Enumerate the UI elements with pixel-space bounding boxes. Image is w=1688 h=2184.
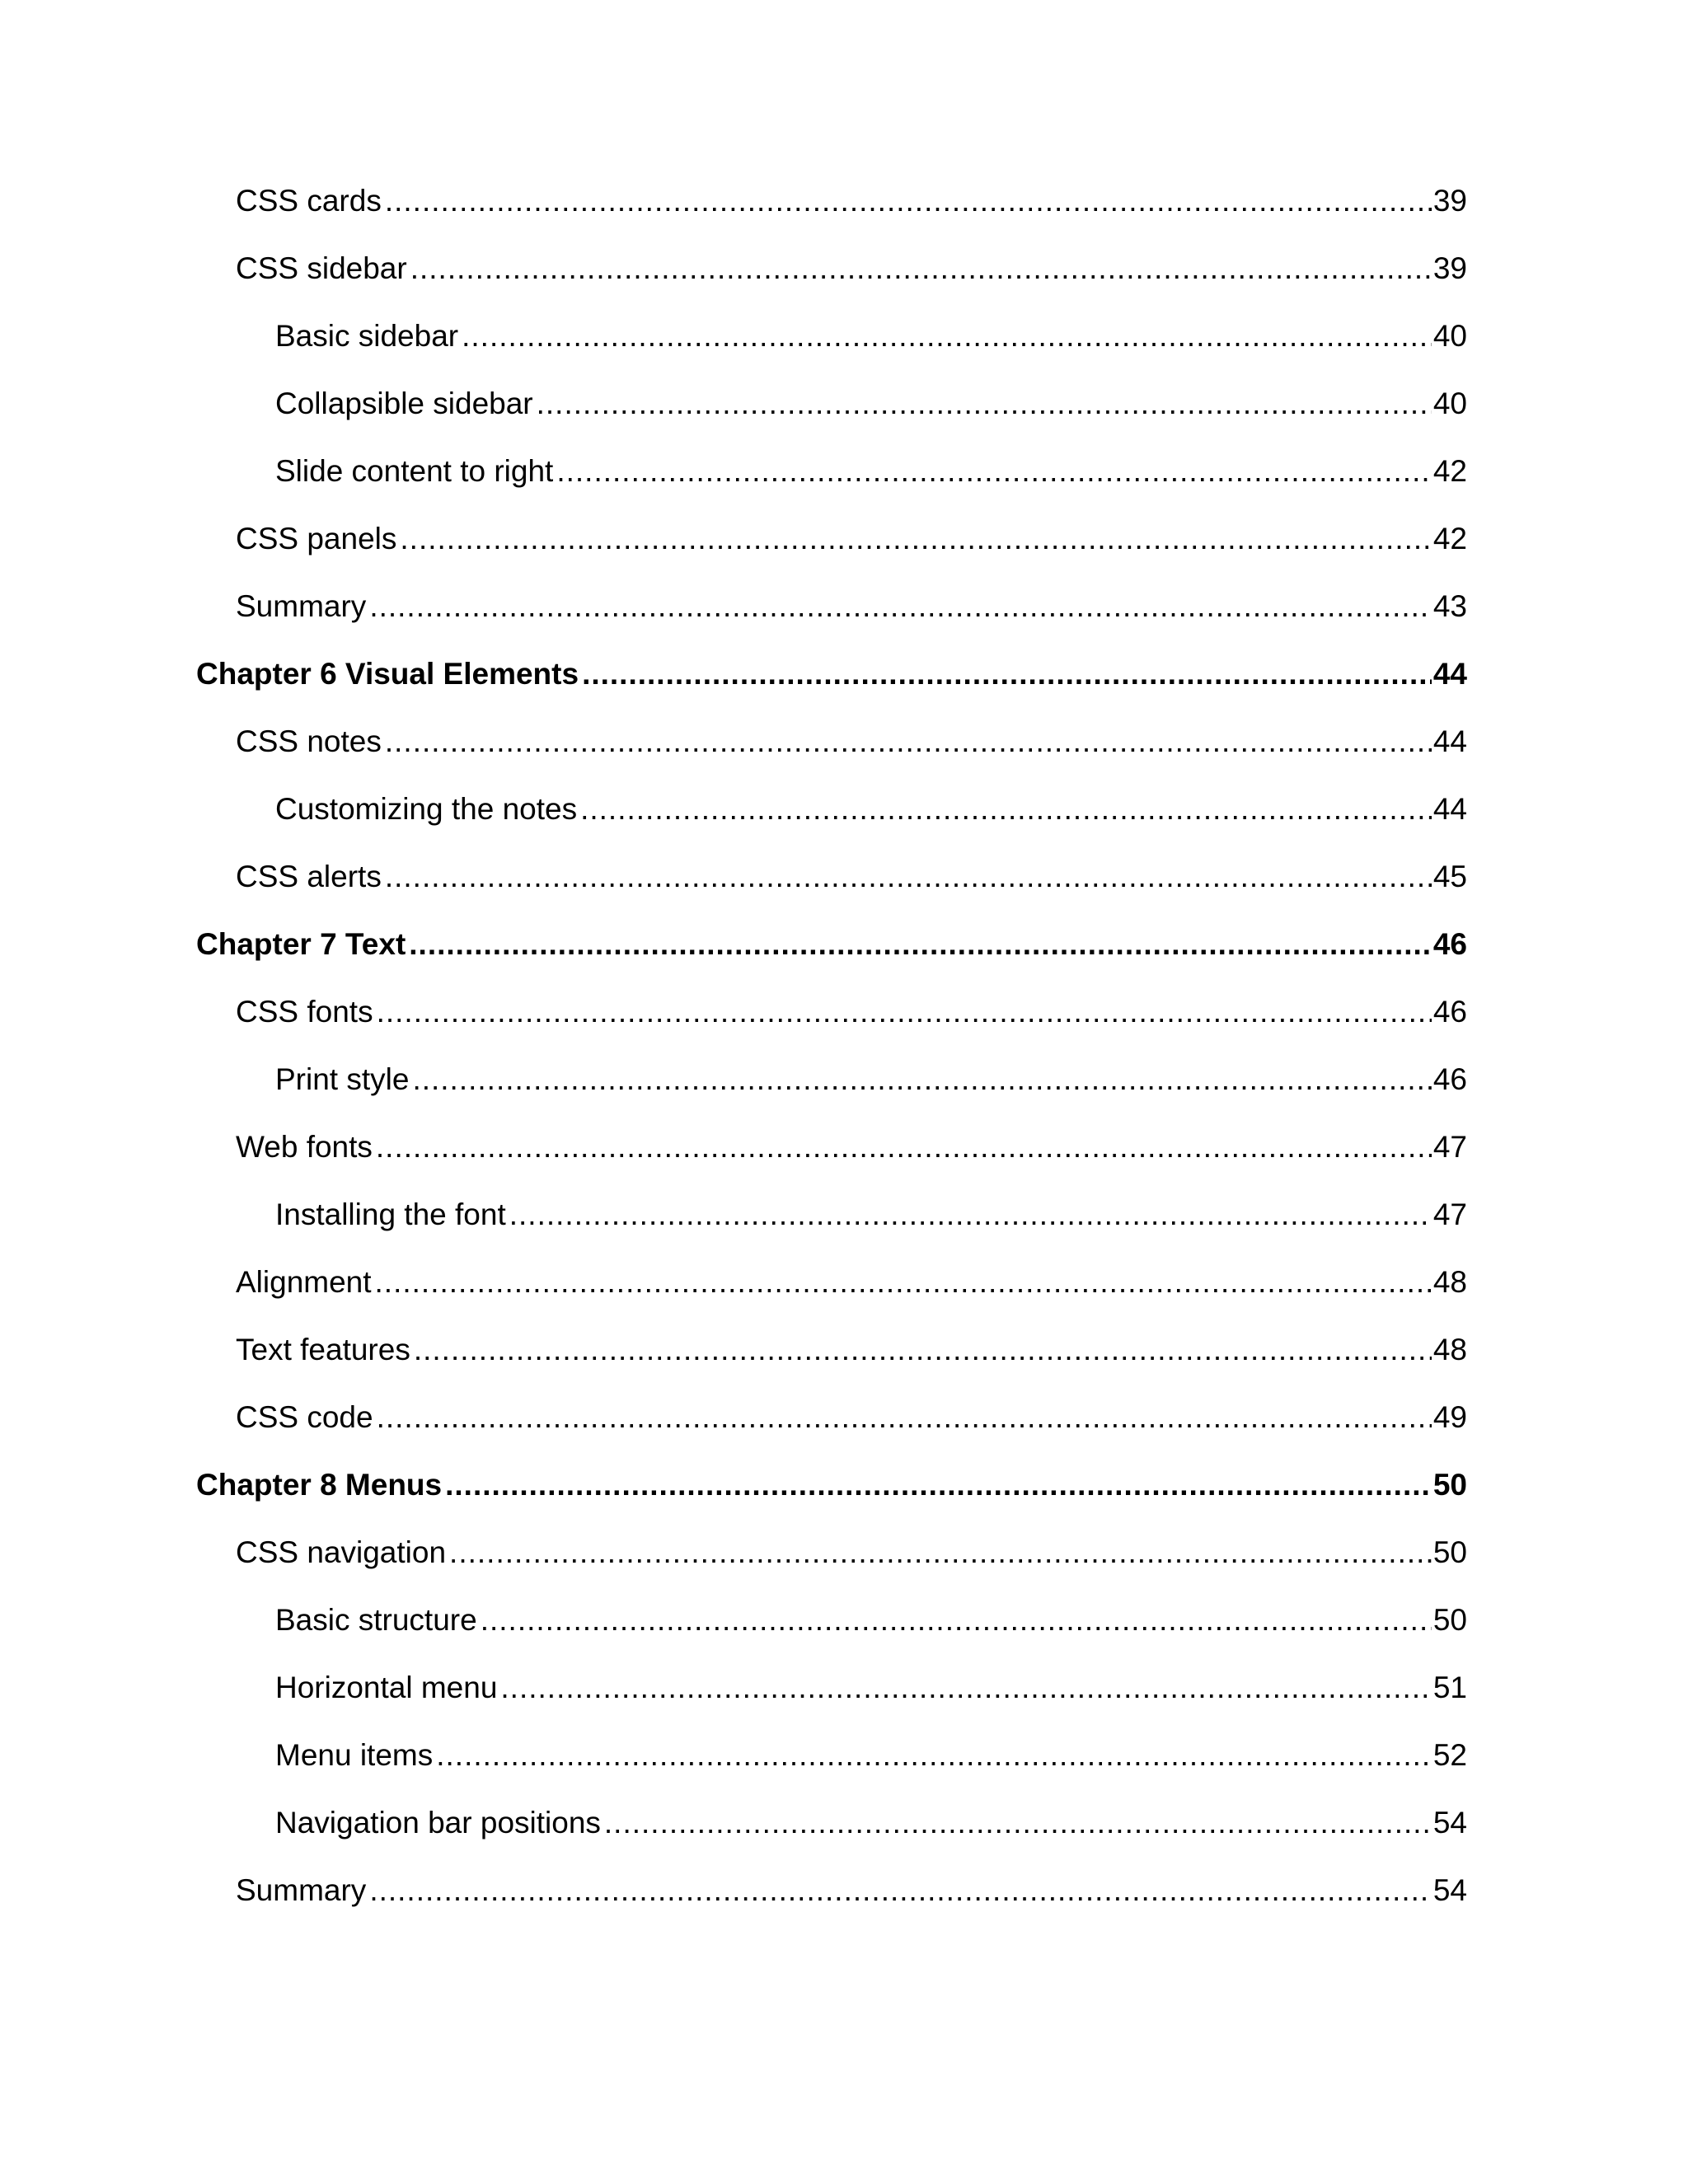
toc-dot-leader <box>377 1399 1432 1436</box>
toc-page-number: 54 <box>1432 1806 1467 1840</box>
toc-page-number: 44 <box>1432 724 1467 758</box>
toc-dot-leader <box>556 453 1432 490</box>
toc-entry-title: Slide content to right <box>275 454 554 488</box>
toc-page-number: 40 <box>1432 387 1467 420</box>
toc-entry-title: Menu items <box>275 1738 434 1772</box>
toc-entry[interactable] <box>196 1535 1467 1602</box>
toc-entry-title: Chapter 7 Text <box>196 927 406 961</box>
toc-page-number: 51 <box>1432 1671 1467 1704</box>
toc-entry[interactable] <box>196 1062 1467 1129</box>
toc-entry[interactable] <box>196 1197 1467 1264</box>
toc-dot-leader <box>449 1535 1432 1571</box>
toc-dot-leader <box>385 859 1432 895</box>
toc-entry-title: CSS alerts <box>236 860 382 893</box>
toc-entry[interactable] <box>196 453 1467 521</box>
toc-page-number: 39 <box>1432 251 1467 285</box>
toc-entry[interactable] <box>196 318 1467 386</box>
toc-entry[interactable] <box>196 386 1467 453</box>
toc-dot-leader <box>377 994 1432 1030</box>
toc-page-number: 45 <box>1432 860 1467 893</box>
toc-page-number: 44 <box>1432 792 1467 826</box>
toc-entry-title: Text features <box>236 1333 410 1366</box>
toc-entry-title: Horizontal menu <box>275 1671 498 1704</box>
toc-dot-leader <box>500 1670 1431 1706</box>
toc-entry-title: Summary <box>236 1873 367 1907</box>
toc-entry[interactable] <box>196 588 1467 656</box>
toc-page-number: 43 <box>1432 589 1467 623</box>
toc-page-number: 39 <box>1432 184 1467 218</box>
toc-entry-title: CSS cards <box>236 184 382 218</box>
toc-page-number: 54 <box>1432 1873 1467 1907</box>
toc-dot-leader <box>385 724 1432 760</box>
toc-page-number: 47 <box>1432 1197 1467 1231</box>
toc-entry-title: Summary <box>236 589 367 623</box>
toc-page-number: 42 <box>1432 454 1467 488</box>
toc-entry[interactable] <box>196 1805 1467 1872</box>
toc-entry-title: Navigation bar positions <box>275 1806 601 1840</box>
toc-entry-title: Basic structure <box>275 1603 477 1637</box>
toc-dot-leader <box>537 386 1432 422</box>
toc-entry[interactable] <box>196 1670 1467 1737</box>
toc-page-number: 46 <box>1432 995 1467 1029</box>
toc-dot-leader <box>436 1737 1432 1774</box>
toc-dot-leader <box>385 183 1432 219</box>
table-of-contents <box>196 183 1467 1940</box>
toc-entry[interactable] <box>196 656 1467 724</box>
toc-entry-title: Chapter 6 Visual Elements <box>196 657 579 691</box>
toc-entry[interactable] <box>196 1737 1467 1805</box>
toc-entry[interactable] <box>196 1399 1467 1467</box>
toc-entry[interactable] <box>196 994 1467 1062</box>
toc-entry-title: CSS notes <box>236 724 382 758</box>
toc-page-number: 49 <box>1432 1400 1467 1434</box>
toc-entry[interactable] <box>196 1129 1467 1197</box>
toc-entry-title: CSS panels <box>236 522 397 555</box>
toc-page-number: 46 <box>1432 927 1467 961</box>
toc-dot-leader <box>445 1467 1432 1503</box>
toc-entry[interactable] <box>196 521 1467 588</box>
toc-entry[interactable] <box>196 1467 1467 1535</box>
toc-entry-title: Installing the font <box>275 1197 506 1231</box>
toc-page-number: 47 <box>1432 1130 1467 1164</box>
toc-entry[interactable] <box>196 926 1467 994</box>
toc-entry-title: Collapsible sidebar <box>275 387 533 420</box>
toc-page-number: 50 <box>1432 1603 1467 1637</box>
toc-dot-leader <box>509 1197 1432 1233</box>
toc-entry-title: Customizing the notes <box>275 792 578 826</box>
toc-dot-leader <box>582 656 1432 692</box>
toc-page-number: 48 <box>1432 1265 1467 1299</box>
toc-dot-leader <box>604 1805 1432 1841</box>
toc-dot-leader <box>412 1062 1431 1098</box>
toc-entry-title: Basic sidebar <box>275 319 459 353</box>
toc-dot-leader <box>376 1129 1432 1165</box>
toc-dot-leader <box>409 926 1432 963</box>
toc-entry[interactable] <box>196 1872 1467 1940</box>
toc-entry-title: CSS navigation <box>236 1535 447 1569</box>
toc-dot-leader <box>369 1872 1432 1909</box>
toc-dot-leader <box>580 791 1432 827</box>
toc-entry-title: Alignment <box>236 1265 372 1299</box>
toc-entry[interactable] <box>196 183 1467 251</box>
toc-entry[interactable] <box>196 724 1467 791</box>
toc-entry[interactable] <box>196 251 1467 318</box>
toc-entry[interactable] <box>196 1264 1467 1332</box>
toc-dot-leader <box>410 251 1432 287</box>
toc-page-number: 48 <box>1432 1333 1467 1366</box>
toc-page-number: 40 <box>1432 319 1467 353</box>
toc-page-number: 42 <box>1432 522 1467 555</box>
toc-page-number: 50 <box>1432 1468 1467 1502</box>
toc-entry-title: Chapter 8 Menus <box>196 1468 443 1502</box>
toc-dot-leader <box>375 1264 1432 1301</box>
toc-dot-leader <box>481 1602 1432 1638</box>
toc-entry[interactable] <box>196 791 1467 859</box>
toc-entry-title: CSS fonts <box>236 995 373 1029</box>
toc-entry-title: CSS sidebar <box>236 251 407 285</box>
toc-dot-leader <box>400 521 1431 557</box>
toc-dot-leader <box>462 318 1432 354</box>
toc-entry[interactable] <box>196 1332 1467 1399</box>
toc-page-number: 46 <box>1432 1062 1467 1096</box>
toc-page-number: 52 <box>1432 1738 1467 1772</box>
toc-entry-title: Print style <box>275 1062 410 1096</box>
toc-dot-leader <box>414 1332 1432 1368</box>
toc-entry[interactable] <box>196 859 1467 926</box>
toc-entry-title: Web fonts <box>236 1130 373 1164</box>
toc-page-number: 44 <box>1432 657 1467 691</box>
toc-page-number: 50 <box>1432 1535 1467 1569</box>
toc-entry-title: CSS code <box>236 1400 373 1434</box>
toc-dot-leader <box>369 588 1432 625</box>
toc-entry[interactable] <box>196 1602 1467 1670</box>
